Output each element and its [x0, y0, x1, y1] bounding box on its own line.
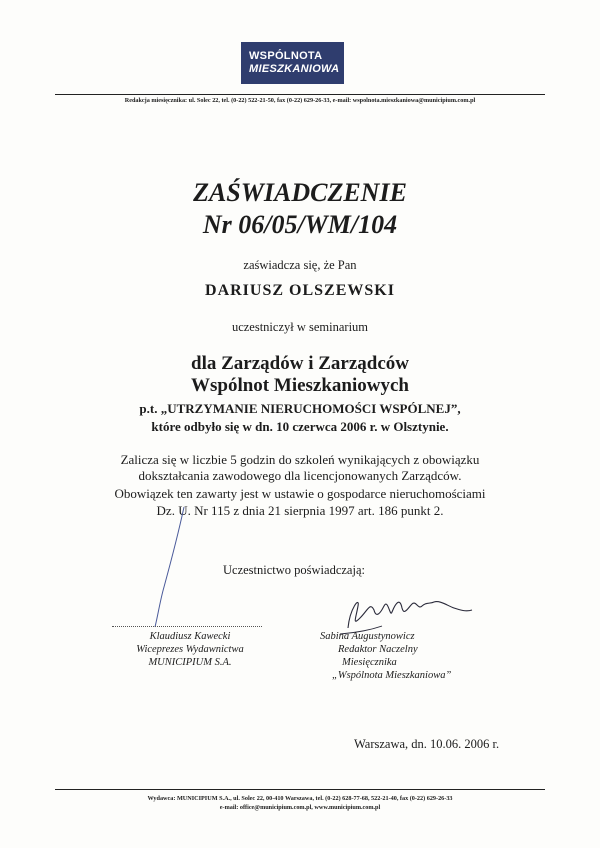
- right-signatory-name: Sabina Augustynowicz: [320, 631, 415, 642]
- publisher-web: e-mail: office@municipium.com.pl, www.municipium.com.pl: [219, 804, 381, 811]
- pen-stroke: [150, 505, 190, 630]
- left-signatory-name: Klaudiusz Kawecki: [149, 631, 231, 642]
- header-rule: [55, 94, 545, 95]
- right-signatory-role: Redaktor Naczelny: [338, 644, 418, 655]
- person-name: DARIUSZ OLSZEWSKI: [205, 282, 395, 299]
- body-line-3: Obowiązek ten zawarty jest w ustawie o gospodarce nieruchomościami: [114, 486, 486, 501]
- body-line-1: Zalicza się w liczbie 5 godzin do szkoleń wynikających z obowiązku: [120, 452, 480, 467]
- intro-text: zaświadcza się, że Pan: [243, 258, 357, 272]
- seminar-date-place: które odbyło się w dn. 10 czerwca 2006 r. w Olsztynie.: [151, 419, 449, 434]
- participation-text: uczestniczył w seminarium: [231, 320, 369, 334]
- right-signatory: [320, 630, 500, 682]
- left-signatory: [110, 630, 270, 669]
- certificate-number: Nr 06/05/WM/104: [202, 210, 398, 239]
- publisher-logo: [241, 42, 344, 84]
- body-line-2: dokształcania zawodowego dla licencjonowanych Zarządców.: [138, 468, 462, 483]
- body-line-4: Dz. U. Nr 115 z dnia 21 sierpnia 1997 art. 186 punkt 2.: [156, 503, 444, 518]
- issue-date: Warszawa, dn. 10.06. 2006 r.: [354, 737, 500, 751]
- editorial-contact: Redakcja miesięcznika: ul. Solec 22, tel. (0-22) 522-21-50, fax (0-22) 629-26-33, e-mail: wspolnota.mieszkaniowa@municipium.com.pl: [124, 97, 476, 104]
- left-signature-line: [112, 626, 262, 627]
- certificate-title: ZAŚWIADCZENIE: [193, 178, 407, 207]
- right-signatory-publication: „Wspólnota Mieszkaniowa”: [332, 670, 452, 681]
- seminar-audience-1: dla Zarządów i Zarządców: [191, 353, 409, 374]
- footer-rule: [55, 789, 545, 790]
- publisher-contact: Wydawca: MUNICIPIUM S.A., ul. Solec 22, 00-410 Warszawa, tel. (0-22) 628-77-68, 522-21-40, fax (0-22) 629-26-33: [147, 795, 453, 802]
- seminar-topic: p.t. „UTRZYMANIE NIERUCHOMOŚCI WSPÓLNEJ”,: [139, 401, 461, 416]
- seminar-audience-2: Wspólnot Mieszkaniowych: [191, 375, 409, 396]
- left-signatory-role: Wiceprezes Wydawnictwa: [136, 644, 244, 655]
- logo-line-2: MIESZKANIOWA: [249, 63, 340, 75]
- right-signatory-org: Miesięcznika: [342, 657, 397, 668]
- logo-line-1: WSPÓLNOTA: [249, 50, 323, 62]
- confirmation-text: Uczestnictwo poświadczają:: [223, 563, 365, 577]
- left-signatory-org: MUNICIPIUM S.A.: [148, 657, 232, 668]
